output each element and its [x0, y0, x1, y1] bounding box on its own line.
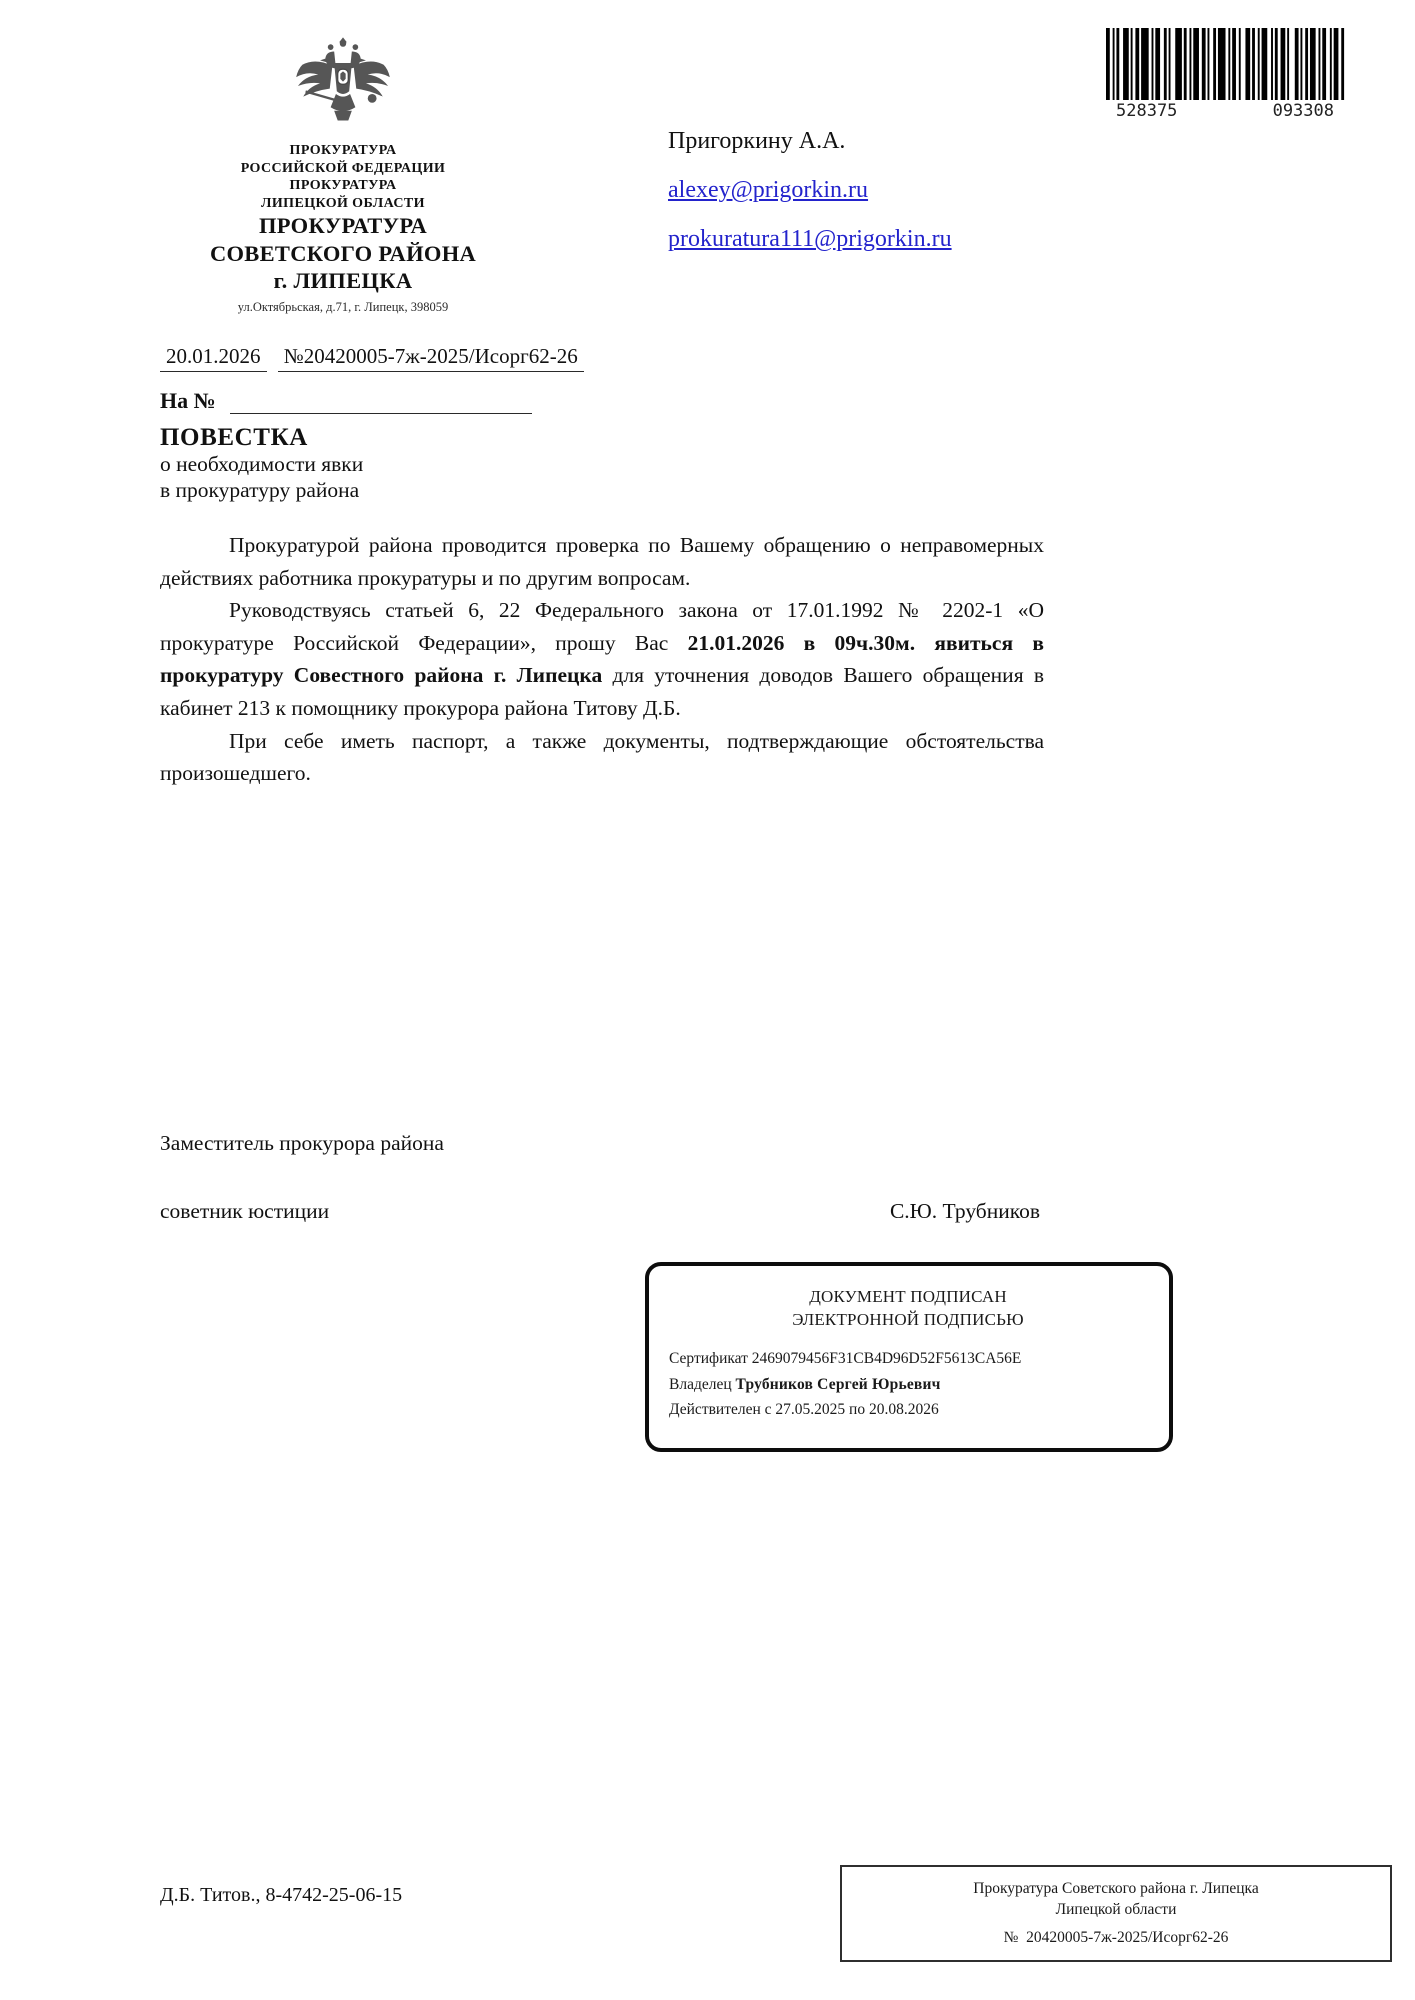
paragraph: При себе иметь паспорт, а также документы, подтверждающие обстоятельства произошедшего. [160, 728, 1044, 786]
stamp-number-value: 20420005-7ж-2025/Исорг62-26 [1026, 1929, 1229, 1946]
barcode [1106, 28, 1348, 121]
reply-to-blank [230, 392, 532, 414]
barcode-digits-right: 093308 [1272, 101, 1334, 121]
document-body [160, 529, 1044, 790]
recipient-block [668, 126, 952, 273]
paragraph: Прокуратурой района проводится проверка по Вашему обращению о неправомерных действиях работника прокуратуры и по другим вопросам. [160, 533, 1044, 590]
document-date: 20.01.2026 [160, 344, 267, 372]
registration-stamp [840, 1865, 1392, 1962]
stamp-number-line [842, 1927, 1390, 1948]
reply-to-label: На № [160, 388, 216, 413]
paragraph [160, 594, 1044, 724]
signer-position-line2: советник юстиции [160, 1199, 330, 1223]
paragraph-bold-text: 21.01.2026 в 09ч.30м. явиться в прокуратуру Совестного района г. Липецка [160, 630, 1044, 688]
number-value: 20420005-7ж-2025/Исорг62-26 [303, 344, 578, 368]
recipient-email-link[interactable]: prokuratura111@prigorkin.ru [668, 226, 952, 252]
letterhead-line: РОССИЙСКОЙ ФЕДЕРАЦИИ [240, 160, 446, 176]
document-number [278, 344, 584, 372]
executor-contact: Д.Б. Титов., 8-4742-25-06-15 [160, 1884, 403, 1906]
esign-title-line2: ЭЛЕКТРОННОЙ ПОДПИСЬЮ [792, 1309, 1024, 1329]
coat-of-arms-icon [290, 34, 396, 138]
document-title: ПОВЕСТКА [160, 424, 308, 451]
reply-to-line [160, 388, 532, 414]
letterhead [148, 34, 538, 315]
signer-position-line1: Заместитель прокурора района [160, 1131, 444, 1155]
esign-owner-label: Владелец [669, 1375, 732, 1393]
document-subtitle: в прокуратуру района [160, 477, 360, 502]
org-name-line: ПРОКУРАТУРА [258, 213, 428, 238]
esign-owner-value: Трубников Сергей Юрьевич [735, 1375, 941, 1393]
signer-name: С.Ю. Трубников [889, 1199, 1040, 1223]
document-title-block [160, 424, 363, 503]
document-subtitle: о необходимости явки [160, 452, 364, 476]
esign-title-line1: ДОКУМЕНТ ПОДПИСАН [809, 1287, 1007, 1306]
recipient-name: Пригоркину А.А. [668, 128, 846, 154]
letterhead-line: ЛИПЕЦКОЙ ОБЛАСТИ [261, 195, 425, 211]
number-sign: № [283, 344, 304, 368]
esign-certificate-line [669, 1346, 1147, 1372]
org-address: ул.Октябрьская, д.71, г. Липецк, 398059 [237, 299, 449, 314]
electronic-signature-stamp [645, 1262, 1173, 1452]
barcode-digits-left: 528375 [1116, 101, 1178, 121]
esign-cert-label: Сертификат [669, 1350, 748, 1367]
signature-row [160, 1199, 1040, 1224]
paragraph-text: Руководствуясь статьей 6, 22 Федерального закона от 17.01.1992 № 2202-1 «О прокуратуре Российской Федерации», прошу Вас [160, 598, 1044, 655]
esign-cert-value: 2469079456F31CB4D96D52F5613CA56E [751, 1350, 1022, 1367]
reference-line [160, 344, 584, 372]
esign-validity-line: Действителен с 27.05.2025 по 20.08.2026 [669, 1401, 939, 1418]
stamp-number-sign: № [1003, 1929, 1019, 1946]
org-name-line: СОВЕТСКОГО РАЙОНА [209, 240, 477, 266]
stamp-org-line1: Прокуратура Советского района г. Липецка [973, 1880, 1259, 1897]
letterhead-line: ПРОКУРАТУРА [289, 143, 397, 158]
recipient-email-link[interactable]: alexey@prigorkin.ru [668, 177, 869, 203]
letterhead-line: ПРОКУРАТУРА [289, 178, 397, 193]
barcode-icon [1106, 28, 1346, 100]
esign-owner-line [669, 1372, 1147, 1398]
stamp-org-line2: Липецкой области [1055, 1901, 1177, 1918]
paragraph-text: для уточнения доводов Вашего обращения в кабинет 213 к помощнику прокурора района Титову Д.Б. [160, 663, 1044, 720]
org-name-line: г. ЛИПЕЦКА [273, 268, 413, 293]
